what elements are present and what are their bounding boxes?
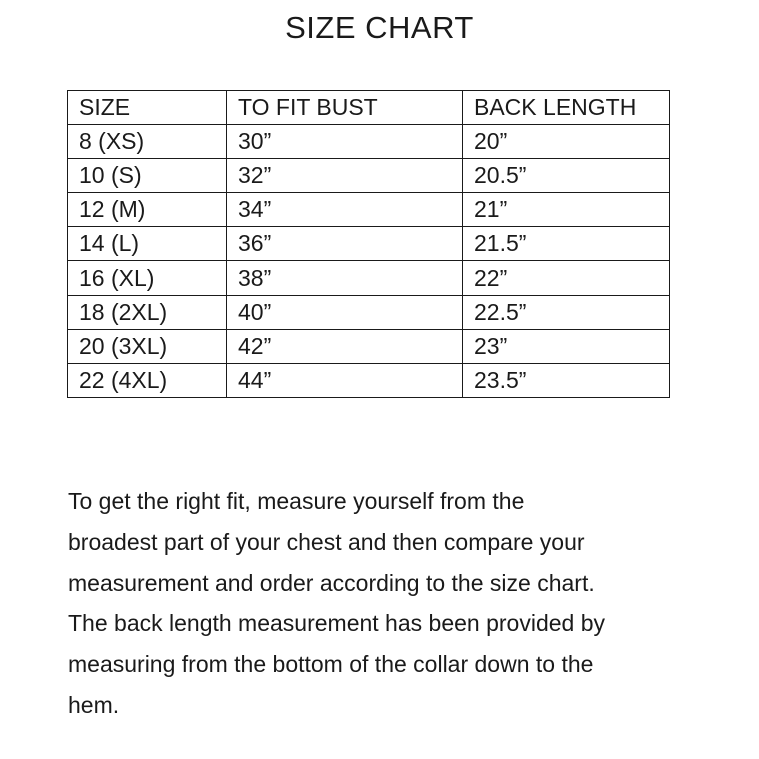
fit-instructions-line: broadest part of your chest and then compare your xyxy=(68,528,585,555)
fit-instructions-line: hem. xyxy=(68,691,120,718)
bust-cell: 42” xyxy=(227,329,463,363)
back-length-cell: 23” xyxy=(463,329,670,363)
bust-cell: 32” xyxy=(227,159,463,193)
size-cell: 12 (M) xyxy=(68,193,227,227)
table-row xyxy=(68,261,670,295)
column-header-size: SIZE xyxy=(68,91,227,125)
size-cell: 16 (XL) xyxy=(68,261,227,295)
size-cell: 8 (XS) xyxy=(68,125,227,159)
bust-cell: 38” xyxy=(227,261,463,295)
back-length-cell: 20.5” xyxy=(463,159,670,193)
fit-instructions-line: The back length measurement has been provided by xyxy=(68,610,605,637)
size-chart-table xyxy=(67,90,670,398)
back-length-cell: 21” xyxy=(463,193,670,227)
back-length-cell: 21.5” xyxy=(463,227,670,261)
size-cell: 14 (L) xyxy=(68,227,227,261)
back-length-cell: 23.5” xyxy=(463,363,670,397)
fit-instructions-line: measurement and order according to the size chart. xyxy=(68,569,595,596)
table-row xyxy=(68,363,670,397)
bust-cell: 34” xyxy=(227,193,463,227)
size-cell: 20 (3XL) xyxy=(68,329,227,363)
size-cell: 10 (S) xyxy=(68,159,227,193)
bust-cell: 30” xyxy=(227,125,463,159)
table-row xyxy=(68,227,670,261)
back-length-cell: 20” xyxy=(463,125,670,159)
table-row xyxy=(68,193,670,227)
size-cell: 18 (2XL) xyxy=(68,295,227,329)
fit-instructions-line: measuring from the bottom of the collar down to the xyxy=(68,651,594,678)
bust-cell: 44” xyxy=(227,363,463,397)
table-header-row xyxy=(68,91,670,125)
bust-cell: 40” xyxy=(227,295,463,329)
bust-cell: 36” xyxy=(227,227,463,261)
column-header-bust: TO FIT BUST xyxy=(227,91,463,125)
table-row xyxy=(68,125,670,159)
fit-instructions-line: To get the right fit, measure yourself from the xyxy=(68,488,525,514)
size-cell: 22 (4XL) xyxy=(68,363,227,397)
column-header-back-length: BACK LENGTH xyxy=(463,91,670,125)
back-length-cell: 22.5” xyxy=(463,295,670,329)
back-length-cell: 22” xyxy=(463,261,670,295)
page-title: SIZE CHART xyxy=(285,10,474,45)
table-row xyxy=(68,329,670,363)
table-row xyxy=(68,159,670,193)
fit-instructions xyxy=(68,481,728,726)
table-row xyxy=(68,295,670,329)
